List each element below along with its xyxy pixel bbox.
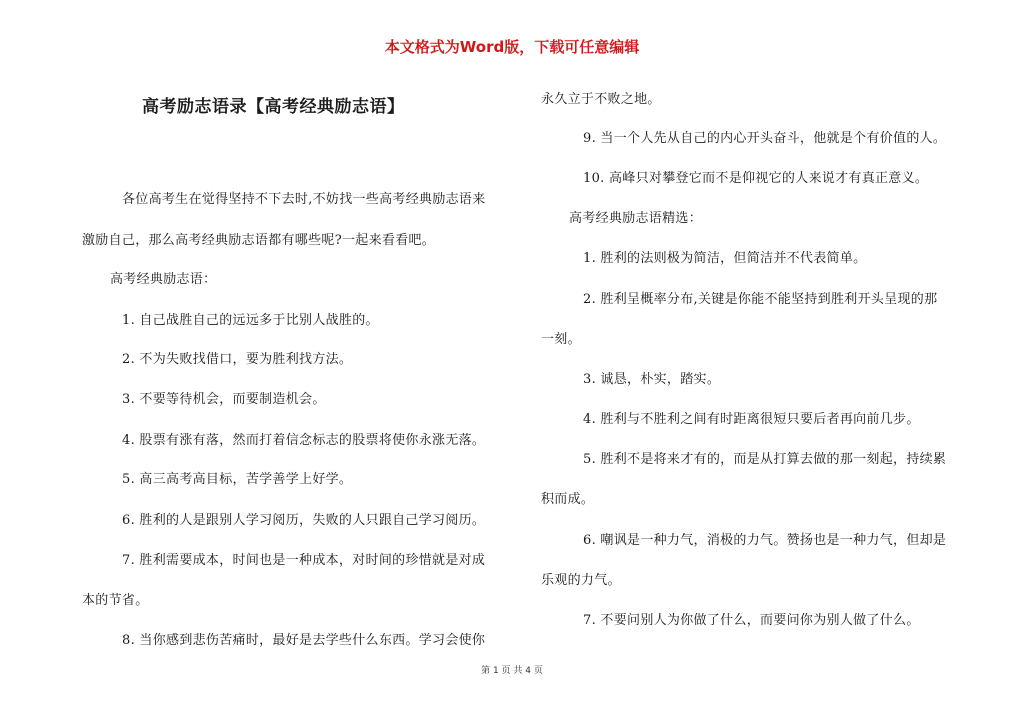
list-item: 4. 股票有涨有落，然而打着信念标志的股票将使你永涨无落。 bbox=[122, 433, 486, 448]
list-item: 3. 不要等待机会，而要制造机会。 bbox=[122, 392, 326, 407]
list-item: 6. 嘲讽是一种力气，消极的力气。赞扬也是一种力气，但却是 bbox=[583, 533, 947, 548]
list-item: 7. 胜利需要成本，时间也是一种成本，对时间的珍惜就是对成 bbox=[122, 553, 486, 568]
list-item: 1. 自己战胜自己的远远多于比别人战胜的。 bbox=[122, 313, 379, 328]
section-heading: 高考经典励志语： bbox=[110, 272, 217, 287]
list-item-continuation: 永久立于不败之地。 bbox=[541, 92, 661, 107]
document-title: 高考励志语录【高考经典励志语】 bbox=[142, 97, 405, 117]
list-item: 6. 胜利的人是跟别人学习阅历，失败的人只跟自己学习阅历。 bbox=[122, 513, 486, 528]
list-item: 1. 胜利的法则极为简洁，但简洁并不代表简单。 bbox=[583, 251, 867, 266]
list-item: 7. 不要问别人为你做了什么，而要问你为别人做了什么。 bbox=[583, 613, 920, 628]
page-number: 第 1 页 共 4 页 bbox=[481, 666, 543, 676]
list-item: 5. 高三高考高目标，苦学善学上好学。 bbox=[122, 472, 353, 487]
list-item: 4. 胜利与不胜利之间有时距离很短只要后者再向前几步。 bbox=[583, 412, 920, 427]
list-item-continuation: 本的节省。 bbox=[82, 593, 149, 608]
word-format-banner: 本文格式为Word版，下载可任意编辑 bbox=[384, 38, 640, 56]
list-item-continuation: 一刻。 bbox=[541, 332, 581, 347]
list-item: 2. 胜利呈概率分布,关键是你能不能坚持到胜利开头呈现的那 bbox=[583, 292, 938, 307]
list-item: 9. 当一个人先从自己的内心开头奋斗，他就是个有价值的人。 bbox=[583, 131, 947, 146]
list-item-continuation: 积而成。 bbox=[541, 492, 595, 507]
list-item-continuation: 乐观的力气。 bbox=[541, 573, 621, 588]
intro-line-1: 各位高考生在觉得坚持不下去时,不妨找一些高考经典励志语来 bbox=[122, 192, 486, 207]
list-item: 2. 不为失败找借口，要为胜利找方法。 bbox=[122, 352, 353, 367]
list-item: 5. 胜利不是将来才有的，而是从打算去做的那一刻起，持续累 bbox=[583, 452, 947, 467]
list-item: 3. 诚恳，朴实，踏实。 bbox=[583, 372, 721, 387]
list-item: 10. 高峰只对攀登它而不是仰视它的人来说才有真正意义。 bbox=[583, 171, 929, 186]
list-item: 8. 当你感到悲伤苦痛时，最好是去学些什么东西。学习会使你 bbox=[122, 633, 486, 648]
intro-line-2: 激励自己，那么高考经典励志语都有哪些呢?一起来看看吧。 bbox=[82, 233, 436, 248]
section-heading: 高考经典励志语精选： bbox=[569, 211, 703, 226]
